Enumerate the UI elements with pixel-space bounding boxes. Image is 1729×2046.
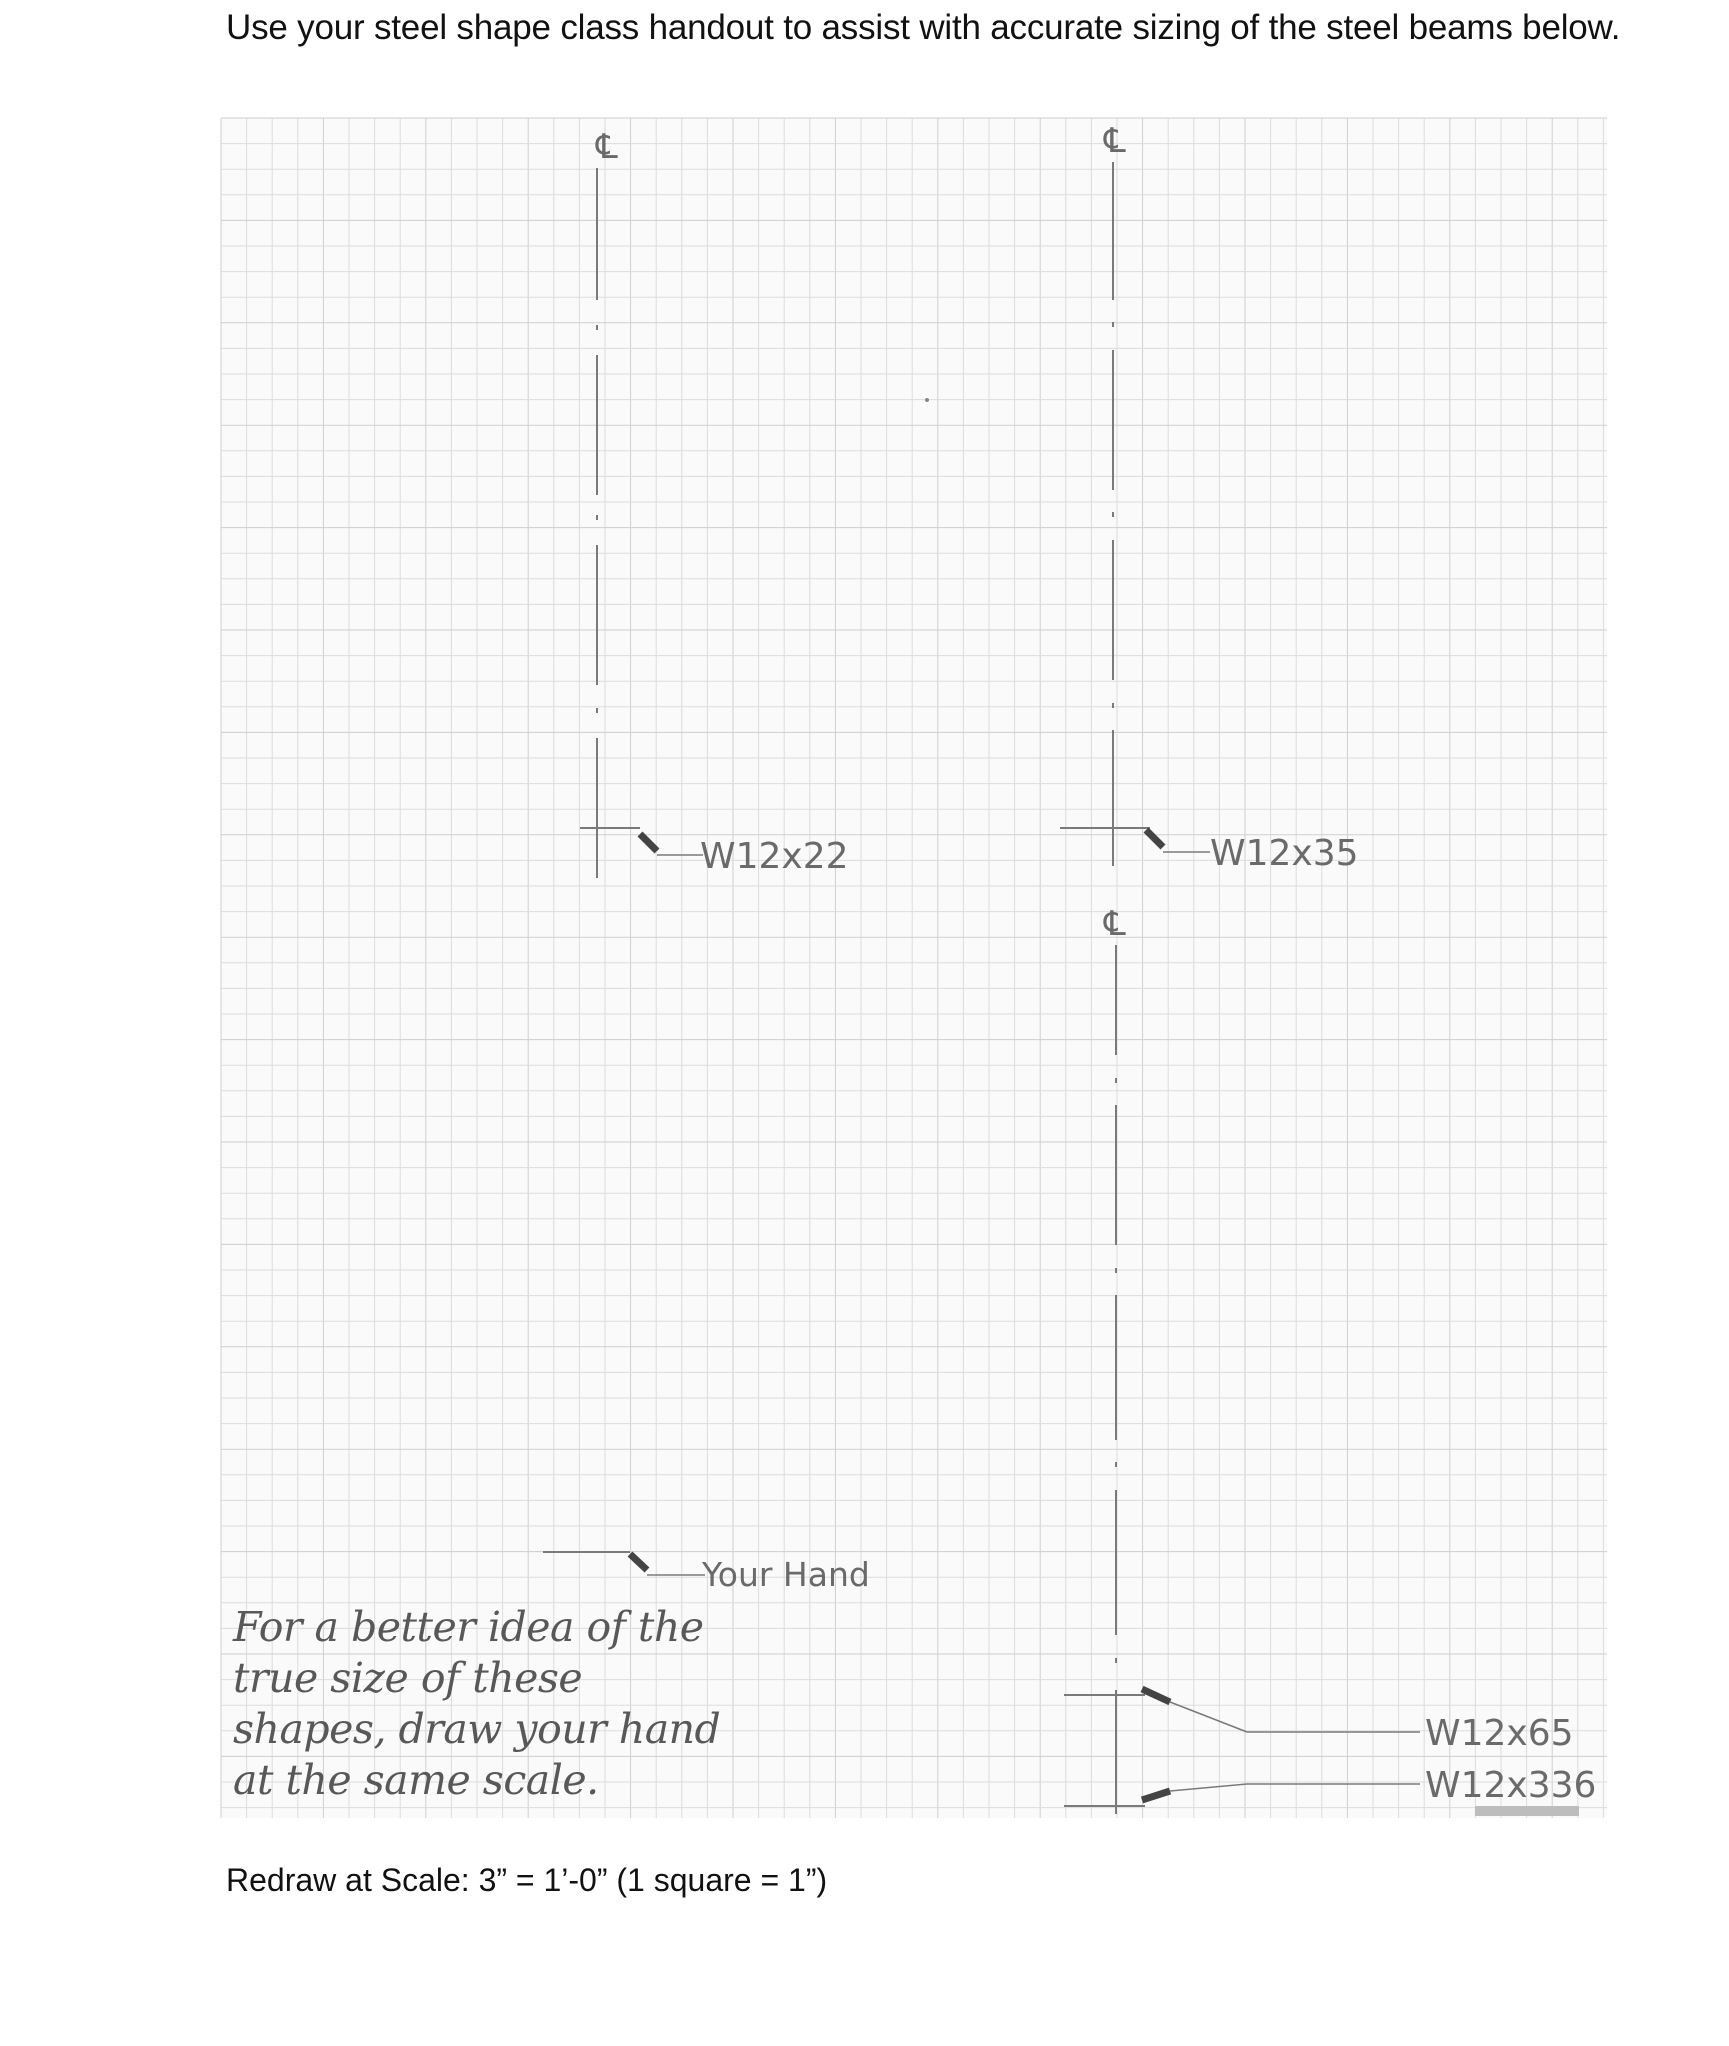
note-line: true size of these: [233, 1654, 583, 1702]
label-w12x336: W12x336: [1425, 1765, 1597, 1806]
note-line: shapes, draw your hand: [233, 1705, 721, 1753]
scale-instruction: Redraw at Scale: 3” = 1’-0” (1 square = 1”): [226, 1862, 828, 1898]
centerline-symbol: ℄: [1104, 121, 1126, 161]
page-heading: Use your steel shape class handout to assist with accurate sizing of the steel beams below.: [226, 8, 1621, 47]
label-w12x35: W12x35: [1210, 833, 1359, 874]
note-line: at the same scale.: [233, 1756, 599, 1804]
centerline-symbol: ℄: [1104, 904, 1126, 944]
note-line: For a better idea of the: [233, 1603, 704, 1651]
label-w12x22: W12x22: [700, 836, 849, 877]
scale-note: [233, 1602, 720, 1806]
label-w12x65: W12x65: [1425, 1713, 1574, 1754]
label-your-hand: Your Hand: [702, 1555, 870, 1594]
stray-dot: [925, 398, 929, 402]
smudge-mark: [1475, 1806, 1579, 1816]
centerline-symbol: ℄: [596, 127, 618, 167]
